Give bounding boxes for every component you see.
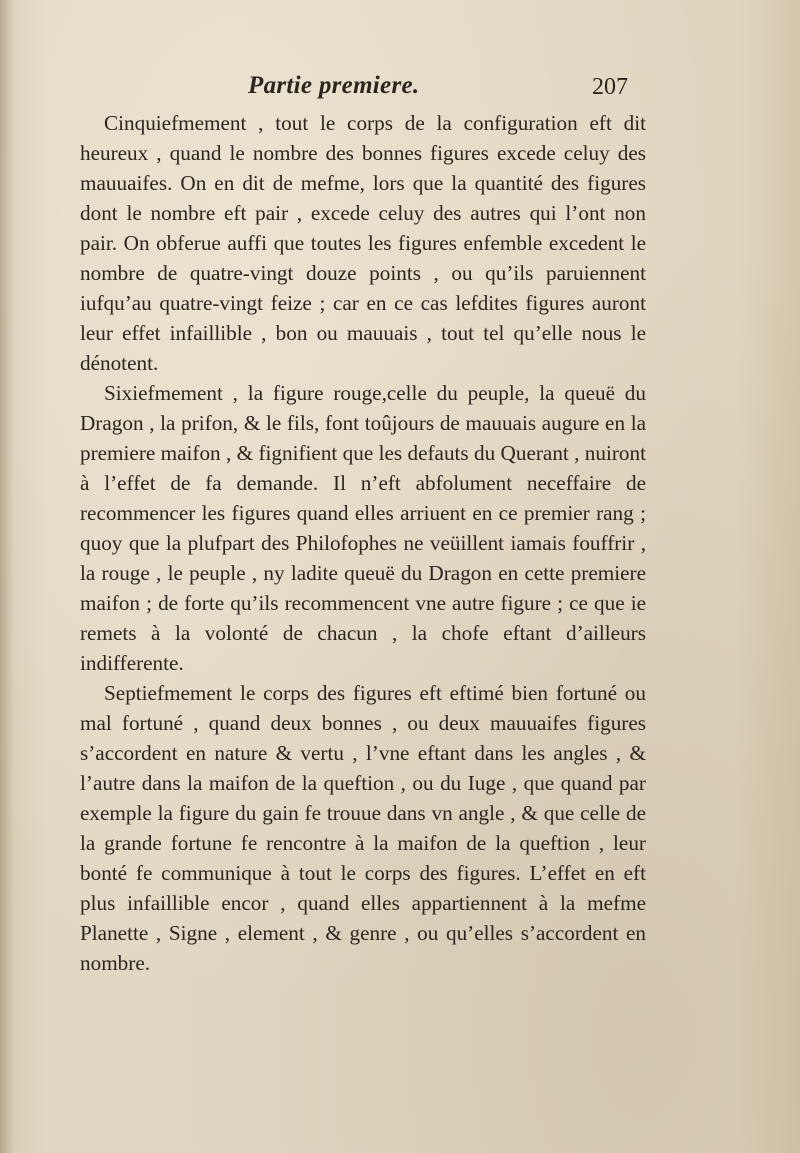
body-text [80, 108, 646, 978]
running-head-title: Partie premiere. [248, 72, 420, 99]
page-number: 207 [592, 74, 628, 100]
paragraph-septiesmement: Septiefmement le corps des figures eft eftimé bien fortuné ou mal fortuné , quand deux bonnes , ou deux mauuaifes figures s’accordent en nature & vertu , l’vne eftant dans les angles , & l’autre dans la maifon de la queftion , ou du Iuge , que quand par exemple la figure du gain fe trouue dans vn angle , & que celle de la grande fortune fe rencontre à la maifon de la queftion , leur bonté fe communique à tout le corps des figures. L’effet en eft plus infaillible encor , quand elles appartiennent à la mefme Planette , Signe , element , & genre , ou qu’elles s’accordent en nombre. [80, 681, 646, 975]
running-head [80, 72, 628, 106]
paragraph-sixiesmement: Sixiefmement , la figure rouge,celle du peuple, la queuë du Dragon , la prifon, & le fils, font toûjours de mauuais augure en la premiere maifon , & fignifient que les defauts du Querant , nuiront à l’effet de fa demande. Il n’eft abfolument neceffaire de recommencer les figures quand elles arriuent en ce premier rang ; quoy que la plufpart des Philofophes ne veüillent iamais fouffrir , la rouge , le peuple , ny ladite queuë du Dragon en cette premiere maifon ; de forte qu’ils recommencent vne autre figure ; ce que ie remets à la volonté de chacun , la chofe eftant d’ailleurs indifferente. [80, 381, 646, 675]
paragraph-cinquiesmement: Cinquiefmement , tout le corps de la configuration eft dit heureux , quand le nombre des bonnes figures excede celuy des mauuaifes. On en dit de mefme, lors que la quantité des figures dont le nombre eft pair , excede celuy des autres qui l’ont non pair. On obferue auffi que toutes les figures enfemble excedent le nombre de quatre-vingt douze points , ou qu’ils paruiennent iufqu’au quatre-vingt feize ; car en ce cas lefdites figures auront leur effet infaillible , bon ou mauuais , tout tel qu’elle nous le dénotent. [80, 111, 646, 375]
page-gutter-shadow [0, 0, 14, 1153]
